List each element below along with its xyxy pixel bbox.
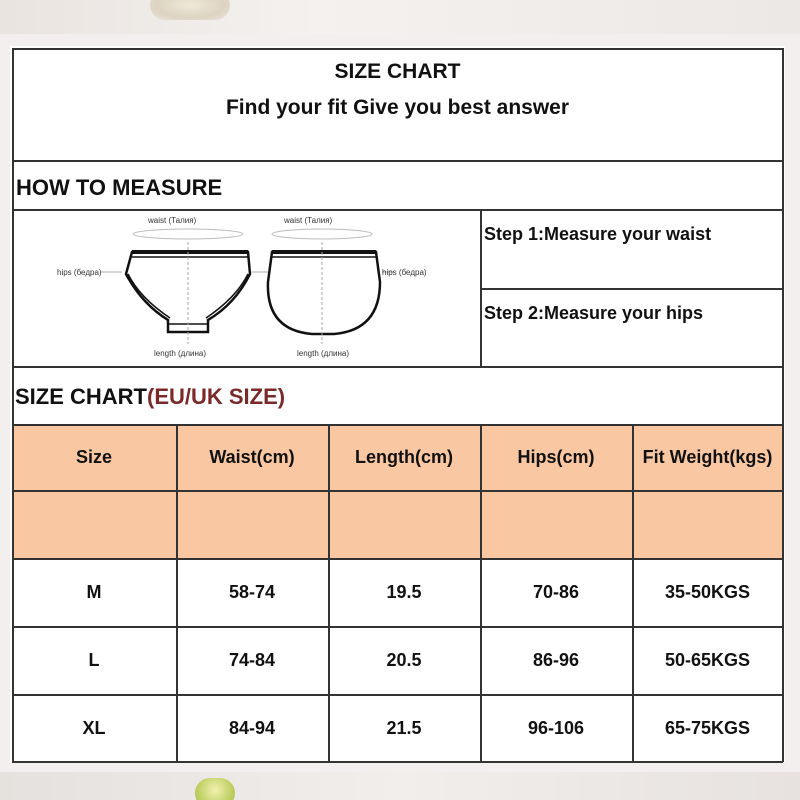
hips-label-front: hips (бедра) xyxy=(57,268,102,277)
divider xyxy=(632,424,634,762)
page-title: SIZE CHART xyxy=(334,60,461,83)
table-cell: L xyxy=(88,649,100,670)
divider xyxy=(328,424,330,762)
how-to-measure-heading: HOW TO MEASURE xyxy=(16,175,223,200)
column-header-size: Size xyxy=(75,446,113,467)
back-brief-drawing xyxy=(268,229,394,344)
table-cell: 20.5 xyxy=(386,649,422,670)
size-chart-heading-accent: (EU/UK SIZE) xyxy=(147,384,286,409)
table-cell: 50-65KGS xyxy=(664,649,751,670)
table-cell: 70-86 xyxy=(532,581,580,602)
waist-label-back: waist (Талия) xyxy=(284,216,333,225)
table-cell: 65-75KGS xyxy=(664,717,751,738)
divider xyxy=(480,424,482,762)
step-1-text: Step 1:Measure your waist xyxy=(484,224,712,244)
divider xyxy=(782,48,784,762)
divider xyxy=(12,558,783,560)
lime-decoration xyxy=(195,778,235,800)
table-cell: 21.5 xyxy=(386,717,422,738)
table-cell: 84-94 xyxy=(228,717,276,738)
table-cell: M xyxy=(86,581,102,602)
divider xyxy=(12,366,783,368)
divider xyxy=(480,209,482,367)
measure-diagram xyxy=(50,212,470,366)
divider xyxy=(12,490,783,492)
background-top xyxy=(0,0,800,34)
divider xyxy=(12,48,783,50)
hips-label-back: hips (бедра) xyxy=(382,268,427,277)
length-label-back: length (длина) xyxy=(297,349,350,358)
divider xyxy=(12,626,783,628)
step-2-text: Step 2:Measure your hips xyxy=(484,303,704,323)
divider xyxy=(12,160,783,162)
divider xyxy=(480,288,783,290)
table-cell: 58-74 xyxy=(228,581,276,602)
cup-decoration xyxy=(150,0,230,20)
length-label-front: length (длина) xyxy=(154,349,207,358)
divider xyxy=(12,694,783,696)
column-header-weight: Fit Weight(kgs) xyxy=(642,446,773,467)
size-chart-card xyxy=(10,46,785,762)
column-header-hips: Hips(cm) xyxy=(517,446,595,467)
waist-label-front: waist (Талия) xyxy=(148,216,197,225)
table-cell: 86-96 xyxy=(532,649,580,670)
size-chart-heading-main: SIZE CHART xyxy=(15,384,147,409)
divider xyxy=(12,424,783,426)
divider xyxy=(12,761,783,763)
background-bottom xyxy=(0,772,800,800)
table-cell: 19.5 xyxy=(386,581,422,602)
divider xyxy=(176,424,178,762)
divider xyxy=(12,48,14,762)
table-cell: 35-50KGS xyxy=(664,581,751,602)
column-header-waist: Waist(cm) xyxy=(209,446,295,467)
front-brief-drawing xyxy=(100,229,272,344)
table-cell: 96-106 xyxy=(527,717,585,738)
page-subtitle: Find your fit Give you best answer xyxy=(225,96,570,119)
size-chart-heading xyxy=(15,384,285,410)
divider xyxy=(12,209,783,211)
table-cell: XL xyxy=(82,717,106,738)
column-header-length: Length(cm) xyxy=(355,446,453,467)
table-cell: 74-84 xyxy=(228,649,276,670)
